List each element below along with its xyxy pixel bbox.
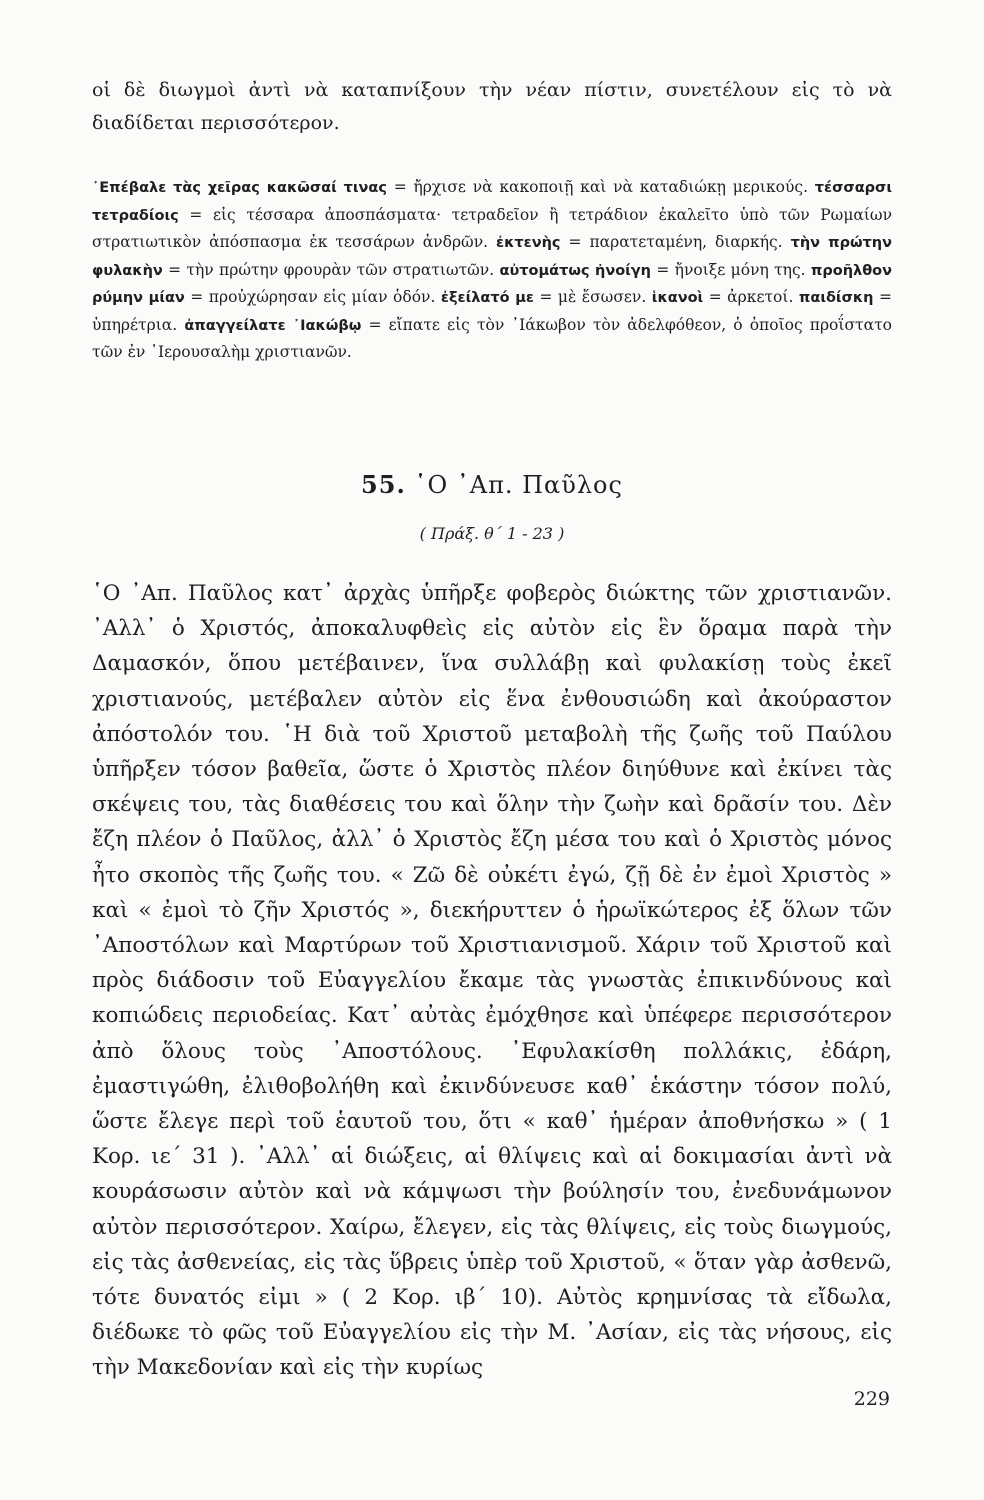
glossary-definition: εἰς τέσσαρα ἀποσπάσματα· τετραδεῖον ἢ τετράδιον ἐκαλεῖτο ὑπὸ τῶν Ρωμαίων στρατιωτικὸν ἀπόσπασμα ἐκ τεσσάρων ἀνδρῶν. <box>92 205 892 251</box>
glossary-term: ἐξείλατό με <box>440 290 534 306</box>
intro-paragraph: οἱ δὲ διωγμοὶ ἀντὶ νὰ καταπνίξουν τὴν νέαν πίστιν, συνετέλουν εἰς τὸ νὰ διαδίδεται περισσότερον. <box>92 79 892 134</box>
glossary-definition: ὑπηρέτρια. <box>92 315 178 334</box>
section-heading <box>0 470 984 499</box>
glossary-term: τέσσαρσι τετραδίοις <box>92 180 892 224</box>
glossary-term: ἱκανοὶ <box>651 290 704 306</box>
glossary-term: προῆλθον ρύμην μίαν <box>92 262 893 306</box>
glossary-definition: ἤνοιξε μόνη της. <box>674 260 806 279</box>
glossary-term: ἐκτενὴς <box>496 235 561 251</box>
glossary-definition: εἴπατε εἰς τὸν ᾿Ιάκωβον τὸν ἀδελφόθεον, ὁ ὁποῖος προΐστατο τῶν ἐν ῾Ιερουσαλὴμ χριστιανῶν. <box>92 315 892 361</box>
glossary-term: ἀπαγγείλατε ᾿Ιακώβῳ <box>184 317 362 334</box>
glossary-term: ᾿Επέβαλε τὰς χεῖρας κακῶσαί τινας <box>92 180 387 196</box>
glossary-term: τὴν πρώτην φυλακὴν <box>92 235 893 279</box>
glossary-paragraph: ᾿Επέβαλε τὰς χεῖρας κακῶσαί τινας = ἤρχισε νὰ κακοποιῇ καὶ νὰ καταδιώκῃ μερικούς. τέσσαρσι τετραδίοις = εἰς τέσσαρα ἀποσπάσματα· τετραδεῖον ἢ τετράδιον ἐκαλεῖτο ὑπὸ τῶν Ρωμαίων στρατιωτικὸν ἀπόσπασμα ἐκ τεσσάρων ἀνδρῶν. ἐκτενὴς = παρατεταμένη, διαρκής. τὴν πρώτην φυλακὴν = τὴν πρώτην φρουρὰν τῶν στρατιωτῶν. αὐτομάτως ἠνοίγη = ἤνοιξε μόνη της. προῆλθον ρύμην μίαν = προὐχώρησαν εἰς μίαν ὁδόν. ἐξείλατό με = μὲ ἔσωσεν. ἱκανοὶ = ἀρκετοί. παιδίσκη = ὑπηρέτρια. ἀπαγγείλατε ᾿Ιακώβῳ = εἴπατε εἰς τὸν ᾿Ιάκωβον τὸν ἀδελφόθεον, ὁ ὁποῖος προΐστατο τῶν ἐν ῾Ιερουσαλὴμ χριστιανῶν. <box>92 178 893 361</box>
body-paragraph: ῾Ο ᾿Απ. Παῦλος κατ᾿ ἀρχὰς ὑπῆρξε φοβερὸς διώκτης τῶν χριστιανῶν. ᾿Αλλ᾿ ὁ Χριστός, ἀποκαλυφθεὶς εἰς αὐτὸν εἰς ἓν ὅραμα παρὰ τὴν Δαμασκόν, ὅπου μετέβαινεν, ἵνα συλλάβῃ καὶ φυλακίσῃ τοὺς ἐκεῖ χριστιανούς, μετέβαλεν αὐτὸν εἰς ἕνα ἐνθουσιώδη καὶ ἀκούραστον ἀπόστολόν του. ῾Η διὰ τοῦ Χριστοῦ μεταβολὴ τῆς ζωῆς τοῦ Παύλου ὑπῆρξεν τόσον βαθεῖα, ὥστε ὁ Χριστὸς πλέον διηύθυνε καὶ ἐκίνει τὰς σκέψεις του, τὰς διαθέσεις του καὶ ὅλην τὴν ζωὴν καὶ δρᾶσίν του. Δὲν ἔζη πλέον ὁ Παῦλος, ἀλλ᾿ ὁ Χριστὸς ἔζη μέσα του καὶ ὁ Χριστὸς μόνος ἦτο σκοπὸς τῆς ζωῆς του. « Ζῶ δὲ οὐκέτι ἐγώ, ζῇ δὲ ἐν ἐμοὶ Χριστὸς » καὶ « ἐμοὶ τὸ ζῆν Χριστός », διεκήρυττεν ὁ ἡρωϊκώτερος ἐξ ὅλων τῶν ᾿Αποστόλων καὶ Μαρτύρων τοῦ Χριστιανισμοῦ. Χάριν τοῦ Χριστοῦ καὶ πρὸς διάδοσιν τοῦ Εὐαγγελίου ἔκαμε τὰς γνωστὰς ἐπικινδύνους καὶ κοπιώδεις περιοδείας. Κατ᾿ αὐτὰς ἐμόχθησε καὶ ὑπέφερε περισσότερον ἀπὸ ὅλους τοὺς ᾿Αποστόλους. ᾿Εφυλακίσθη πολλάκις, ἐδάρη, ἐμαστιγώθη, ἐλιθοβολήθη καὶ ἐκινδύνευσε καθ᾿ ἑκάστην τόσον πολύ, ὥστε ἔλεγε περὶ τοῦ ἑαυτοῦ του, ὅτι « καθ᾿ ἡμέραν ἀποθνήσκω » ( 1 Κορ. ιε΄ 31 ). ᾿Αλλ᾿ αἱ διώξεις, αἱ θλίψεις καὶ αἱ δοκιμασίαι ἀντὶ νὰ κουράσωσιν αὐτὸν καὶ νὰ κάμψωσι τὴν βούλησίν του, ἐνεδυνάμωνον αὐτὸν περισσότερον. Χαίρω, ἔλεγεν, εἰς τὰς θλίψεις, εἰς τοὺς διωγμούς, εἰς τὰς ἀσθενείας, εἰς τὰς ὕβρεις ὑπὲρ τοῦ Χριστοῦ, « ὅταν γὰρ ἀσθενῶ, τότε δυνατός εἰμι » ( 2 Κορ. ιβ΄ 10). Αὐτὸς κρημνίσας τὰ εἴδωλα, διέδωκε τὸ φῶς τοῦ Εὐαγγελίου εἰς τὴν Μ. ᾿Ασίαν, εἰς τὰς νήσους, εἰς τὴν Μακεδονίαν καὶ εἰς τὴν κυρίως <box>92 581 892 1381</box>
glossary-definition: μὲ ἔσωσεν. <box>557 288 647 306</box>
glossary-definition: προὐχώρησαν εἰς μίαν ὁδόν. <box>208 288 436 306</box>
page-number: 229 <box>853 1388 890 1410</box>
glossary-definition: ἀρκετοί. <box>727 288 794 306</box>
glossary-term: αὐτομάτως ἠνοίγη <box>499 262 652 279</box>
section-number: 55. <box>361 470 406 499</box>
glossary-definition: παρατεταμένη, διαρκής. <box>589 233 783 251</box>
glossary-definition: τὴν πρώτην φρουρὰν τῶν στρατιωτῶν. <box>186 260 495 279</box>
scripture-reference: ( Πράξ. θ΄ 1 - 23 ) <box>419 524 565 543</box>
glossary-definition: ἤρχισε νὰ κακοποιῇ καὶ νὰ καταδιώκῃ μερικούς. <box>413 178 809 196</box>
glossary-term: παιδίσκη <box>798 290 874 306</box>
section-title: ῾Ο ᾿Απ. Παῦλος <box>414 471 623 499</box>
